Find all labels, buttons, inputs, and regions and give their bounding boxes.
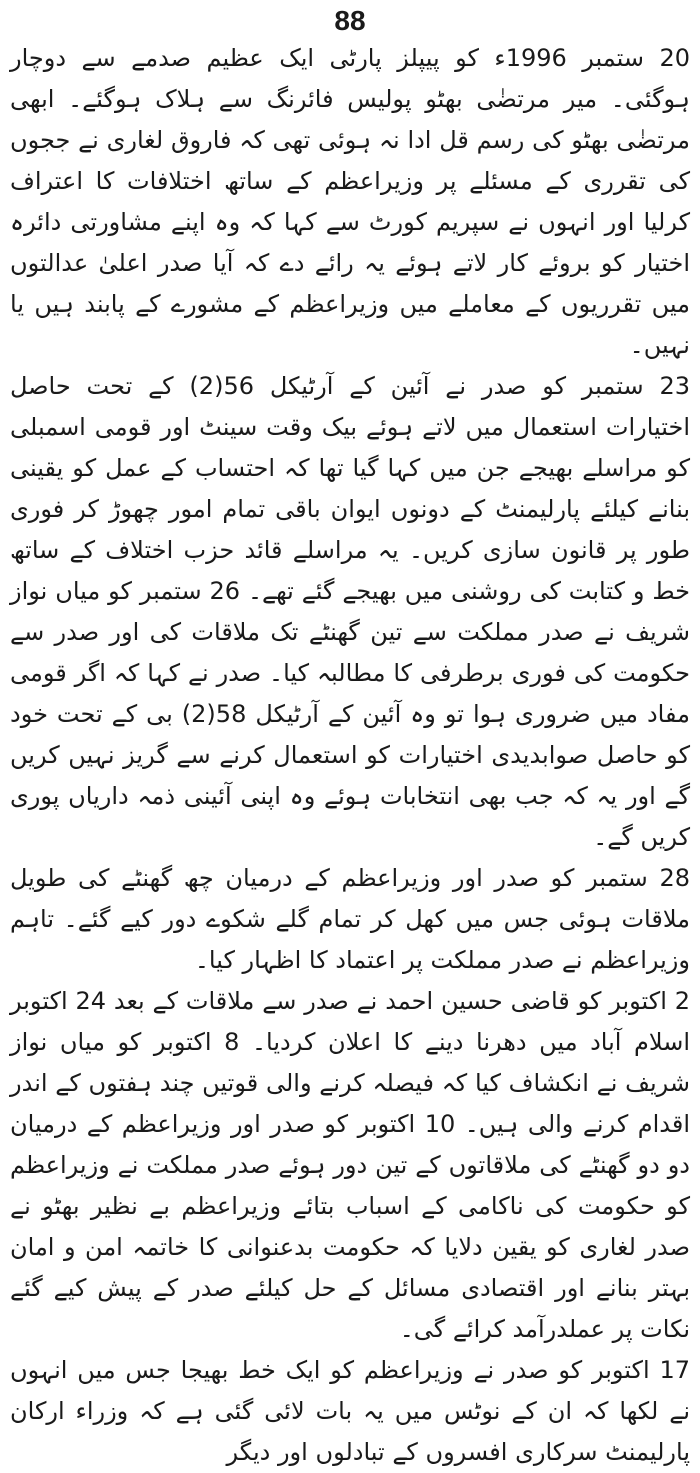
paragraph-sept-28: 28 ستمبر کو صدر اور وزیراعظم کے درمیان چھ گھنٹے کی طویل ملاقات ہوئی جس میں کھل کر تمام گلے شکوے دور کیے گئے۔ تاہم وزیراعظم نے صدر مملکت پر اعتماد کا اظہار کیا۔ <box>10 864 690 974</box>
page-body <box>10 38 690 1473</box>
page-number: 88 <box>334 5 366 36</box>
paragraph-oct-17: 17 اکتوبر کو صدر نے وزیراعظم کو ایک خط بھیجا جس میں انہوں نے لکھا کہ ان کے نوٹس میں یہ بات لائی گئی ہے کہ وزراء ارکان پارلیمنٹ سرکاری افسروں کے تبادلوں اور دیگر <box>10 1356 690 1466</box>
paragraph-sept-20: 20 ستمبر 1996ء کو پیپلز پارٹی ایک عظیم صدمے سے دوچار ہوگئی۔ میر مرتضٰی بھٹو پولیس فائرنگ سے ہلاک ہوگئے۔ ابھی مرتضٰی بھٹو کی رسم قل ادا نہ ہوئی تھی کہ فاروق لغاری نے ججوں کی تقرری کے مسئلے پر وزیراعظم کے ساتھ اختلافات کا اعتراف کرلیا اور انہوں نے سپریم کورٹ سے کہا کہ وہ اپنے مشاورتی دائرہ اختیار کو بروئے کار لاتے ہوئے یہ رائے دے کہ آیا صدر اعلیٰ عدالتوں میں تقرریوں کے معاملے میں وزیراعظم کے مشورے کے پابند ہیں یا نہیں۔ <box>10 44 690 359</box>
paragraph-sept-23: 23 ستمبر کو صدر نے آئین کے آرٹیکل 56(2) کے تحت حاصل اختیارات استعمال میں لاتے ہوئے بیک وقت سینٹ اور قومی اسمبلی کو مراسلے بھیجے جن میں کہا گیا تھا کہ احتساب کے عمل کو یقینی بنانے کیلئے پارلیمنٹ کے دونوں ایوان باقی تمام امور چھوڑ کر فوری طور پر قانون سازی کریں۔ یہ مراسلے قائد حزب اختلاف کے ساتھ خط و کتابت کی روشنی میں بھیجے گئے تھے۔ 26 ستمبر کو میاں نواز شریف نے صدر مملکت سے تین گھنٹے تک ملاقات کی اور صدر سے حکومت کی فوری برطرفی کا مطالبہ کیا۔ صدر نے کہا کہ اگر قومی مفاد میں ضروری ہوا تو وہ آئین کے آرٹیکل 58(2) بی کے تحت خود کو حاصل صوابدیدی اختیارات کو استعمال کرنے سے گریز نہیں کریں گے اور یہ کہ جب بھی انتخابات ہوئے وہ اپنی آئینی ذمہ داریاں پوری کریں گے۔ <box>10 372 691 851</box>
paragraph-oct-2: 2 اکتوبر کو قاضی حسین احمد نے صدر سے ملاقات کے بعد 24 اکتوبر اسلام آباد میں دھرنا دینے کا اعلان کردیا۔ 8 اکتوبر کو میاں نواز شریف نے انکشاف کیا کہ فیصلہ کرنے والی قوتیں چند ہفتوں کے اندر اقدام کرنے والی ہیں۔ 10 اکتوبر کو صدر اور وزیراعظم کے درمیان دو دو گھنٹے کی ملاقاتوں کے تین دور ہوئے صدر مملکت نے وزیراعظم کو حکومت کی ناکامی کے اسباب بتائے وزیراعظم بے نظیر بھٹو نے صدر لغاری کو یقین دلایا کہ حکومت بدعنوانی کا خاتمہ امن و امان بہتر بنانے اور اقتصادی مسائل کے حل کیلئے صدر کے پیش کیے گئے نکات پر عملدرآمد کرائے گی۔ <box>10 987 690 1343</box>
